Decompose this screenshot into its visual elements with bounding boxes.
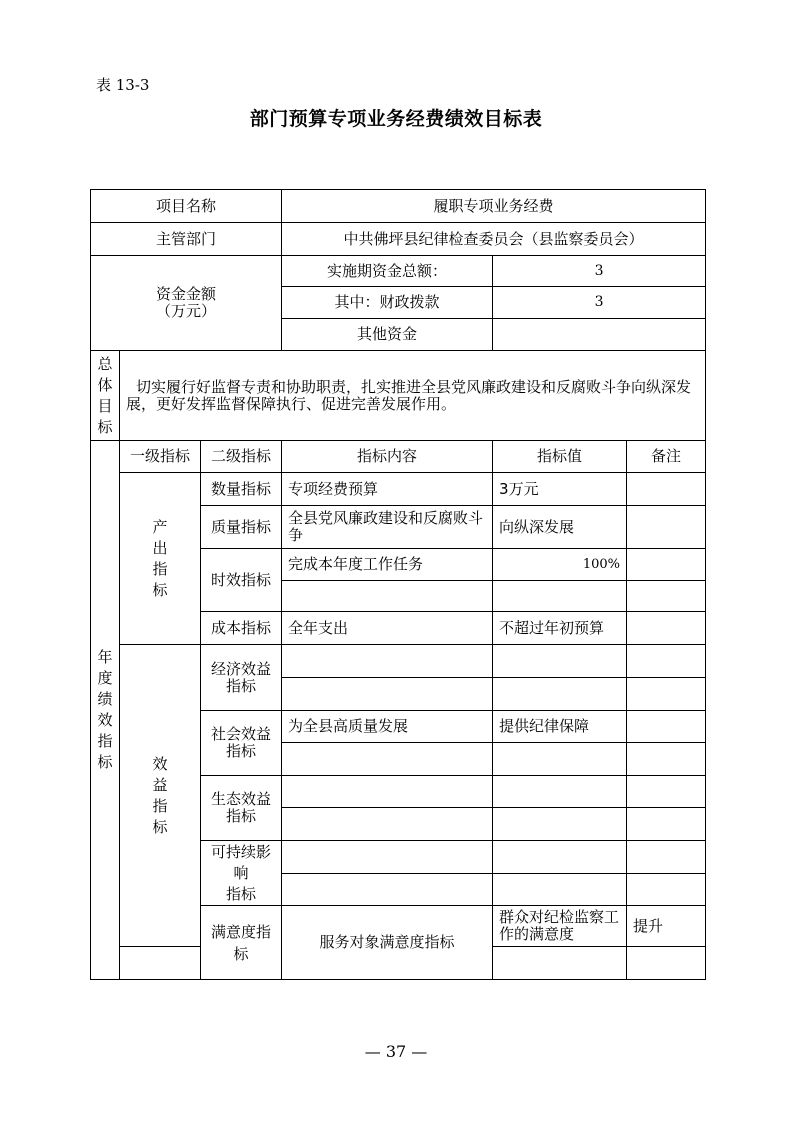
quantity-remark bbox=[627, 473, 706, 506]
header-level1: 一级指标 bbox=[120, 441, 201, 473]
fund-total-value: 3 bbox=[493, 256, 706, 287]
social-content: 为全县高质量发展 bbox=[282, 711, 493, 743]
sustainability-content-empty bbox=[282, 874, 493, 906]
timeliness-remark-empty bbox=[627, 581, 706, 612]
satisfaction-remark-empty bbox=[627, 947, 706, 980]
department-label: 主管部门 bbox=[91, 223, 282, 256]
table-row bbox=[91, 473, 706, 506]
overall-goal-label: 总体目标 bbox=[91, 351, 120, 441]
sustainability-value-empty bbox=[493, 874, 627, 906]
table-row bbox=[91, 441, 706, 473]
project-name-label: 项目名称 bbox=[91, 190, 282, 223]
table-row bbox=[91, 256, 706, 287]
fund-amount-label bbox=[91, 256, 282, 351]
output-indicators-label: 产出指标 bbox=[120, 473, 201, 645]
quantity-content: 专项经费预算 bbox=[282, 473, 493, 506]
sustainability-label-line2: 响 bbox=[233, 863, 249, 882]
cost-content: 全年支出 bbox=[282, 612, 493, 645]
timeliness-remark bbox=[627, 549, 706, 581]
sustainability-remark bbox=[627, 841, 706, 874]
social-content-empty bbox=[282, 743, 493, 776]
annual-indicators-label: 年度绩效指标 bbox=[91, 441, 120, 980]
benefit-indicators-label: 效益指标 bbox=[120, 645, 201, 947]
quality-content: 全县党风廉政建设和反腐败斗争 bbox=[282, 506, 493, 549]
quantity-value: 3万元 bbox=[493, 473, 627, 506]
timeliness-value: 100% bbox=[493, 549, 627, 581]
timeliness-value-empty bbox=[493, 581, 627, 612]
social-benefit-label: 社会效益指标 bbox=[201, 711, 282, 776]
sustainability-label-line1: 可持续影 bbox=[211, 842, 272, 861]
economic-remark bbox=[627, 645, 706, 678]
quality-indicator-label: 质量指标 bbox=[201, 506, 282, 549]
sustainability-value bbox=[493, 841, 627, 874]
sustainability-label-line3: 指标 bbox=[226, 884, 257, 903]
eco-value bbox=[493, 776, 627, 808]
satisfaction-indicators-label: 满意度指标 bbox=[201, 906, 282, 980]
social-remark bbox=[627, 711, 706, 743]
fund-fiscal-label: 其中：财政拨款 bbox=[282, 287, 493, 319]
document-title: 部门预算专项业务经费绩效目标表 bbox=[249, 108, 543, 130]
page-number: — 37 — bbox=[364, 1042, 428, 1061]
quality-remark bbox=[627, 506, 706, 549]
satisfaction-content: 群众对纪检监察工作的满意度 bbox=[493, 906, 627, 947]
department-value: 中共佛坪县纪律检查委员会（县监察委员会） bbox=[282, 223, 706, 256]
header-value: 指标值 bbox=[493, 441, 627, 473]
fund-other-label: 其他资金 bbox=[282, 319, 493, 351]
eco-content-empty bbox=[282, 808, 493, 841]
service-satisfaction-label: 服务对象满意度指标 bbox=[282, 906, 493, 980]
header-content: 指标内容 bbox=[282, 441, 493, 473]
cost-indicator-label: 成本指标 bbox=[201, 612, 282, 645]
timeliness-content: 完成本年度工作任务 bbox=[282, 549, 493, 581]
economic-content bbox=[282, 645, 493, 678]
table-row bbox=[91, 645, 706, 678]
timeliness-content-empty bbox=[282, 581, 493, 612]
eco-remark bbox=[627, 776, 706, 808]
sustainability-content bbox=[282, 841, 493, 874]
header-level2: 二级指标 bbox=[201, 441, 282, 473]
fund-total-label: 实施期资金总额： bbox=[282, 256, 493, 287]
satisfaction-value-empty bbox=[493, 947, 627, 980]
social-value-empty bbox=[493, 743, 627, 776]
performance-goal-table bbox=[90, 189, 706, 980]
project-name-value: 履职专项业务经费 bbox=[282, 190, 706, 223]
cost-remark bbox=[627, 612, 706, 645]
eco-content bbox=[282, 776, 493, 808]
economic-remark-empty bbox=[627, 678, 706, 711]
economic-benefit-label: 经济效益指标 bbox=[201, 645, 282, 711]
header-remark: 备注 bbox=[627, 441, 706, 473]
economic-content-empty bbox=[282, 678, 493, 711]
eco-value-empty bbox=[493, 808, 627, 841]
table-row bbox=[91, 351, 706, 441]
sustainability-label bbox=[201, 841, 282, 906]
satisfaction-value: 提升 bbox=[627, 906, 706, 947]
table-row bbox=[91, 223, 706, 256]
eco-remark-empty bbox=[627, 808, 706, 841]
table-number: 表 13-3 bbox=[96, 76, 150, 94]
social-remark-empty bbox=[627, 743, 706, 776]
cost-value: 不超过年初预算 bbox=[493, 612, 627, 645]
fund-amount-label-line2: （万元） bbox=[156, 302, 217, 320]
fund-other-value bbox=[493, 319, 706, 351]
economic-value bbox=[493, 645, 627, 678]
fund-fiscal-value: 3 bbox=[493, 287, 706, 319]
eco-benefit-label: 生态效益指标 bbox=[201, 776, 282, 841]
table-row bbox=[91, 190, 706, 223]
social-value: 提供纪律保障 bbox=[493, 711, 627, 743]
sustainability-remark-empty bbox=[627, 874, 706, 906]
timeliness-indicator-label: 时效指标 bbox=[201, 549, 282, 612]
satisfaction-content-empty bbox=[120, 947, 201, 980]
quality-value: 向纵深发展 bbox=[493, 506, 627, 549]
economic-value-empty bbox=[493, 678, 627, 711]
overall-goal-text: 切实履行好监督专责和协助职责，扎实推进全县党风廉政建设和反腐败斗争向纵深发展，更好发挥监督保障执行、促进完善发展作用。 bbox=[120, 351, 706, 441]
fund-amount-label-line1: 资金金额 bbox=[156, 285, 217, 303]
quantity-indicator-label: 数量指标 bbox=[201, 473, 282, 506]
